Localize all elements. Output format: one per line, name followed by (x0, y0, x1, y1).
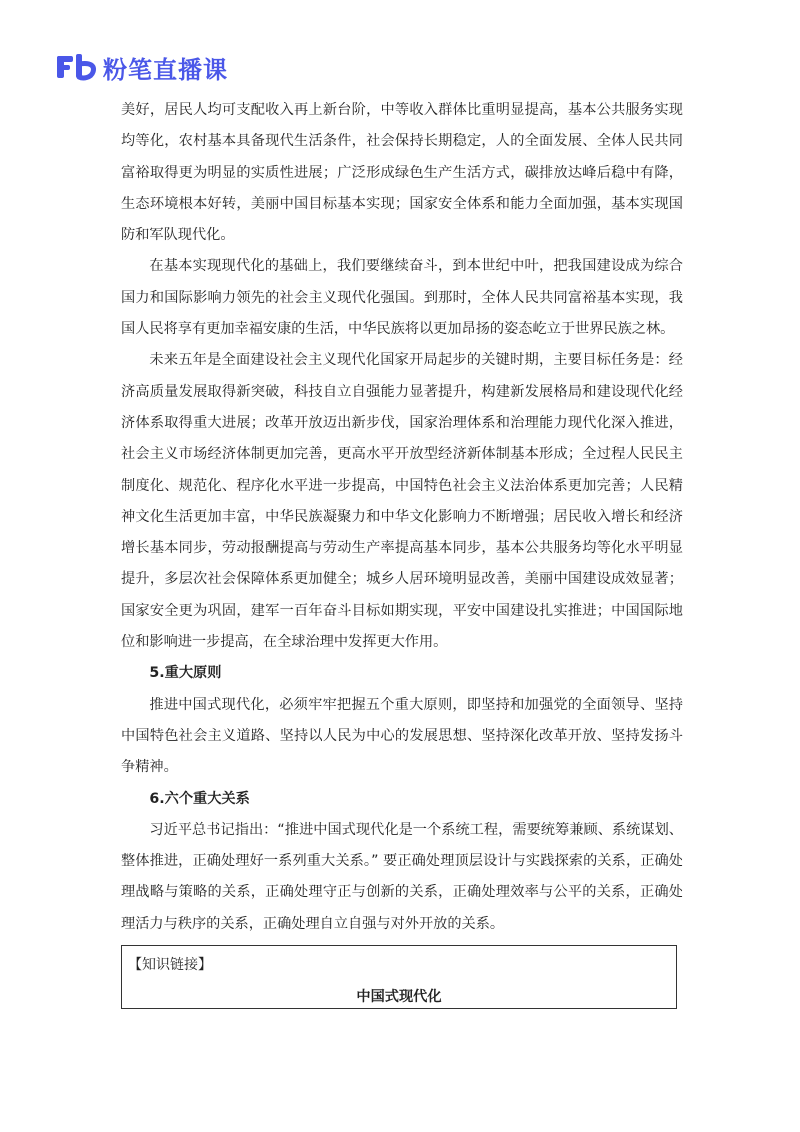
document-body (121, 95, 683, 940)
knowledge-link-title: 中国式现代化 (356, 989, 442, 1005)
fb-logo-icon (57, 52, 97, 82)
knowledge-link-box (121, 945, 677, 1009)
paragraph-mid-century: 在基本实现现代化的基础上，我们要继续奋斗，到本世纪中叶，把我国建设成为综合国力和国际影响力领先的社会主义现代化强国。到那时，全体人民共同富裕基本实现，我国人民将享有更加幸福安康的生活，中华民族将以更加昂扬的姿态屹立于世界民族之林。 (121, 258, 683, 338)
knowledge-link-label: 【知识链接】 (128, 957, 212, 973)
section-heading-principles: 5.重大原则 (149, 665, 222, 682)
page-header (57, 50, 228, 84)
paragraph-principles: 推进中国式现代化，必须牢牢把握五个重大原则，即坚持和加强党的全面领导、坚持中国特色社会主义道路、坚持以人民为中心的发展思想、坚持深化改革开放、坚持发扬斗争精神。 (121, 696, 683, 776)
paragraph-relations: 习近平总书记指出：“推进中国式现代化是一个系统工程，需要统筹兼顾、系统谋划、整体推进，正确处理好一系列重大关系。” 要正确处理顶层设计与实践探索的关系，正确处理战略与策略的关系，正确处理守正与创新的关系，正确处理效率与公平的关系，正确处理活力与秩序的关系，正确处理自立自强与对外开放的关系。 (121, 821, 683, 932)
paragraph-goals-2035: 美好，居民人均可支配收入再上新台阶，中等收入群体比重明显提高，基本公共服务实现均等化，农村基本具备现代生活条件，社会保持长期稳定，人的全面发展、全体人民共同富裕取得更为明显的实质性进展；广泛形成绿色生产生活方式，碳排放达峰后稳中有降，生态环境根本好转，美丽中国目标基本实现；国家安全体系和能力全面加强，基本实现国防和军队现代化。 (121, 102, 683, 244)
paragraph-next-five-years: 未来五年是全面建设社会主义现代化国家开局起步的关键时期，主要目标任务是：经济高质量发展取得新突破，科技自立自强能力显著提升，构建新发展格局和建设现代化经济体系取得重大进展；改革开放迈出新步伐，国家治理体系和治理能力现代化深入推进，社会主义市场经济体制更加完善，更高水平开放型经济新体制基本形成；全过程人民民主制度化、规范化、程序化水平进一步提高，中国特色社会主义法治体系更加完善；人民精神文化生活更加丰富，中华民族凝聚力和中华文化影响力不断增强；居民收入增长和经济增长基本同步，劳动报酬提高与劳动生产率提高基本同步，基本公共服务均等化水平明显提升，多层次社会保障体系更加健全；城乡人居环境明显改善，美丽中国建设成效显著；国家安全更为巩固，建军一百年奋斗目标如期实现，平安中国建设扎实推进；中国国际地位和影响进一步提高，在全球治理中发挥更大作用。 (121, 352, 683, 651)
brand-name: 粉笔直播课 (103, 55, 228, 84)
section-heading-relations: 6.六个重大关系 (149, 790, 250, 807)
